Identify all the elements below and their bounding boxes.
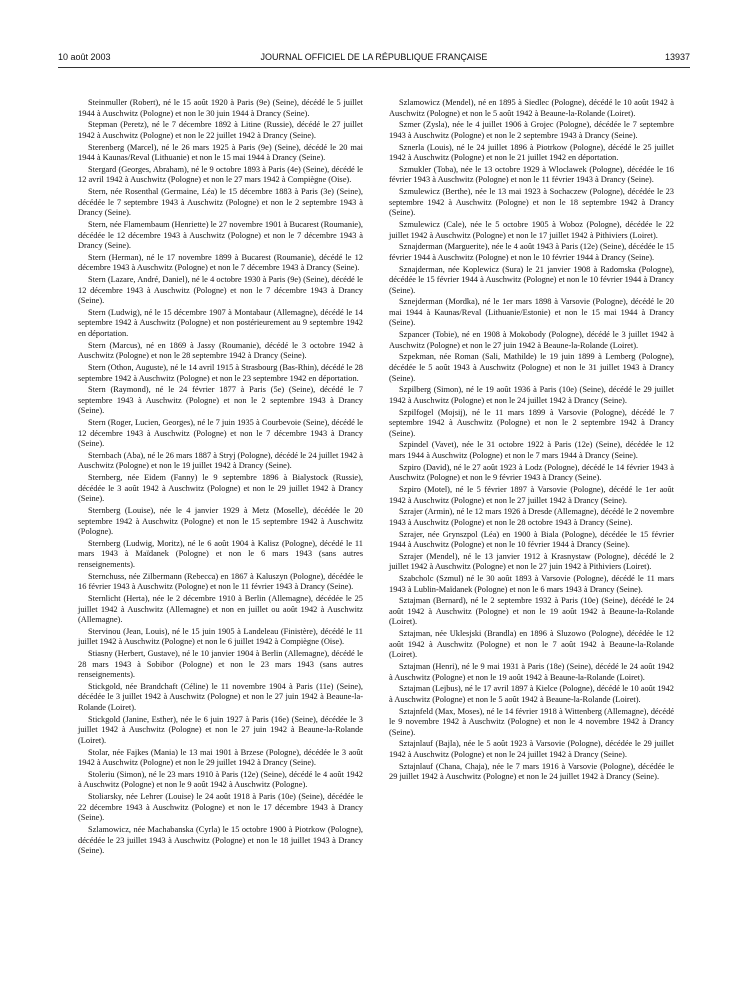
list-item: Sztajman (Bernard), né le 2 septembre 1932 à Paris (10e) (Seine), décédé le 24 août 1942 à Auschwitz (Pologne) et non le 19 août 1942 à Beaune-la-Rolande (Loiret). — [389, 596, 674, 627]
list-item: Stepman (Peretz), né le 7 décembre 1892 à Litine (Russie), décédé le 27 juillet 1942 à Auschwitz (Pologne) et non le 22 juillet 1942 à Drancy (Seine). — [78, 120, 363, 140]
list-item: Stern (Roger, Lucien, Georges), né le 7 juin 1935 à Courbevoie (Seine), décédé le 12 décembre 1943 à Auschwitz (Pologne) et non le 7 décembre 1943 à Drancy (Seine). — [78, 418, 363, 449]
list-item: Szpekman, née Roman (Sali, Mathilde) le 19 juin 1899 à Lemberg (Pologne), décédée le 5 août 1943 à Auschwitz (Pologne) et non le 31 juillet 1943 à Drancy (Seine). — [389, 352, 674, 383]
list-item: Stern (Marcus), né en 1869 à Jassy (Roumanie), décédé le 3 octobre 1942 à Auschwitz (Pologne) et non le 28 septembre 1942 à Drancy (Seine). — [78, 340, 363, 361]
list-item: Sznajderman, née Koplewicz (Sura) le 21 janvier 1908 à Radomska (Pologne), décédée le 15 février 1944 à Auschwitz (Pologne) et non le 10 février 1944 à Drancy (Seine). — [389, 264, 674, 295]
list-item: Szpilfogel (Mojsij), né le 11 mars 1899 à Varsovie (Pologne), décédé le 7 septembre 1942 à Auschwitz (Pologne) et non le 2 septembre 1942 à Drancy (Seine). — [389, 407, 674, 438]
journal-title: JOURNAL OFFICIEL DE LA RÉPUBLIQUE FRANÇAISE — [260, 52, 488, 62]
list-item: Sznerla (Louis), né le 24 juillet 1896 à Piotrkow (Pologne), décédé le 25 juillet 1942 à Auschwitz (Pologne) et non le 21 juillet 1942 en déportation. — [389, 142, 674, 163]
list-item: Stern (Raymond), né le 24 février 1877 à Paris (5e) (Seine), décédé le 7 septembre 1943 à Auschwitz (Pologne) et non le 2 septembre 1943 à Drancy (Seine). — [78, 385, 363, 416]
list-item: Sterenberg (Marcel), né le 26 mars 1925 à Paris (9e) (Seine), décédé le 20 mai 1944 à Kaunas/Reval (Lithuanie) et non le 15 mai 1944 à Drancy (Seine). — [78, 142, 363, 163]
page-header — [58, 50, 690, 64]
right-column — [389, 98, 674, 784]
list-item: Szrajer (Mendel), né le 13 janvier 1912 à Krasnystaw (Pologne), décédé le 2 juillet 1942 à Auschwitz (Pologne) et non le 27 juin 1942 à Pithiviers (Loiret). — [389, 551, 674, 572]
list-item: Szmukler (Toba), née le 13 octobre 1929 à Wloclawek (Pologne), décédée le 16 février 1943 à Auschwitz (Pologne) et non le 11 février 1943 à Drancy (Seine). — [389, 164, 674, 185]
list-item: Sternberg, née Eidem (Fanny) le 9 septembre 1896 à Bialystock (Russie), décédée le 3 août 1942 à Auschwitz (Pologne) et non le 29 juillet 1942 à Drancy (Seine). — [78, 473, 363, 504]
left-column — [78, 98, 363, 858]
list-item: Szpindel (Vavet), née le 31 octobre 1922 à Paris (12e) (Seine), décédée le 12 mars 1944 à Auschwitz (Pologne) et non le 7 mars 1944 à Drancy (Seine). — [389, 440, 674, 460]
list-item: Stern (Herman), né le 17 novembre 1899 à Bucarest (Roumanie), décédé le 12 décembre 1943 à Auschwitz (Pologne) et non le 7 décembre 1943 à Drancy (Seine). — [78, 252, 363, 273]
header-rule — [58, 67, 690, 68]
list-item: Szlamowicz (Mendel), né en 1895 à Siedlec (Pologne), décédé le 10 août 1942 à Auschwitz (Pologne) et non le 5 août 1942 à Beaune-la-Rolande (Loiret). — [389, 98, 674, 118]
list-item: Sztajnfeld (Max, Moses), né le 14 février 1918 à Wittenberg (Allemagne), décédé le 9 novembre 1942 à Auschwitz (Pologne) et non le 4 novembre 1942 à Drancy (Seine). — [389, 706, 674, 737]
header-date: 10 août 2003 — [58, 52, 111, 62]
list-item: Stern (Lazare, André, Daniel), né le 4 octobre 1930 à Paris (9e) (Seine), décédé le 12 décembre 1943 à Auschwitz (Pologne) et non le 7 décembre 1943 à Drancy (Seine). — [78, 275, 363, 306]
list-item: Stern, née Rosenthal (Germaine, Léa) le 15 décembre 1883 à Paris (3e) (Seine), décédée le 7 septembre 1943 à Auschwitz (Pologne) et non le 2 septembre 1943 à Drancy (Seine). — [78, 187, 363, 218]
page-number: 13937 — [664, 52, 690, 62]
list-item: Szpiro (David), né le 27 août 1923 à Lodz (Pologne), décédé le 14 février 1943 à Auschwitz (Pologne) et non le 9 février 1943 à Drancy (Seine). — [389, 462, 674, 483]
list-item: Szmulewicz (Berthe), née le 13 mai 1923 à Sochaczew (Pologne), décédée le 23 septembre 1942 à Auschwitz (Pologne) et non le 18 septembre 1942 à Drancy (Seine). — [389, 187, 674, 218]
list-item: Stern (Ludwig), né le 15 décembre 1907 à Montabaur (Allemagne), décédé le 14 septembre 1942 à Auschwitz (Pologne) et non postérieurement au 9 septembre 1942 en déportation. — [78, 307, 363, 338]
list-item: Sztajnlauf (Bajla), née le 5 août 1923 à Varsovie (Pologne), décédée le 29 juillet 1942 à Auschwitz (Pologne) et non le 24 juillet 1942 à Drancy (Seine). — [389, 739, 674, 759]
list-item: Szpiro (Motel), né le 5 février 1897 à Varsovie (Pologne), décédé le 1er août 1942 à Auschwitz (Pologne) et non le 27 juillet 1942 à Drancy (Seine). — [389, 484, 674, 505]
list-item: Stern, née Flamembaum (Henriette) le 27 novembre 1901 à Bucarest (Roumanie), décédée le 12 décembre 1943 à Auschwitz (Pologne) et non le 7 décembre 1943 à Drancy (Seine). — [78, 219, 363, 251]
list-item: Sztajman, née Uklesjski (Brandla) en 1896 à Sluzowo (Pologne), décédée le 12 août 1942 à Auschwitz (Pologne) et non le 7 août 1942 à Beaune-la-Rolande (Loiret). — [389, 629, 674, 660]
list-item: Szrajer (Armin), né le 12 mars 1926 à Dresde (Allemagne), décédé le 2 novembre 1943 à Auschwitz (Pologne) et non le 28 octobre 1943 à Drancy (Seine). — [389, 507, 674, 527]
list-item: Sznejderman (Mordka), né le 1er mars 1898 à Varsovie (Pologne), décédé le 20 mai 1944 à Kaunas/Reval (Lithuanie/Estonie) et non le 15 mai 1944 à Drancy (Seine). — [389, 297, 674, 328]
list-item: Szpilberg (Simon), né le 19 août 1936 à Paris (10e) (Seine), décédé le 29 juillet 1942 à Auschwitz (Pologne) et non le 24 juillet 1942 à Drancy (Seine). — [389, 385, 674, 405]
list-item: Sztajman (Henri), né le 9 mai 1931 à Paris (18e) (Seine), décédé le 24 août 1942 à Auschwitz (Pologne) et non le 19 août 1942 à Beaune-la-Rolande (Loiret). — [389, 662, 674, 682]
list-item: Stervinou (Jean, Louis), né le 15 juin 1905 à Landeleau (Finistère), décédé le 11 juillet 1942 à Auschwitz (Pologne) et non le 6 juillet 1942 à Compiègne (Oise). — [78, 626, 363, 647]
list-item: Sternberg (Louise), née le 4 janvier 1929 à Metz (Moselle), décédée le 20 septembre 1942 à Auschwitz (Pologne) et non le 15 septembre 1942 à Auschwitz (Pologne). — [78, 506, 363, 537]
list-item: Stickgold (Janine, Esther), née le 6 juin 1927 à Paris (16e) (Seine), décédée le 3 juillet 1942 à Auschwitz (Pologne) et non le 27 juin 1942 à Beaune-la-Rolande (Loiret). — [78, 714, 363, 745]
list-item: Sternlicht (Herta), née le 2 décembre 1910 à Berlin (Allemagne), décédée le 25 juillet 1942 à Auschwitz (Allemagne) et non en juillet ou août 1942 à Auschwitz (Allemagne). — [78, 593, 363, 625]
list-item: Sznajderman (Marguerite), née le 4 août 1943 à Paris (12e) (Seine), décédée le 15 février 1944 à Auschwitz (Pologne) et non le 10 février 1944 à Drancy (Seine). — [389, 242, 674, 262]
list-item: Szmulewicz (Cale), née le 5 octobre 1905 à Woboz (Pologne), décédée le 22 juillet 1942 à Auschwitz (Pologne) et non le 17 juillet 1942 à Pithiviers (Loiret). — [389, 219, 674, 240]
list-item: Sternbach (Aba), né le 26 mars 1887 à Stryj (Pologne), décédé le 24 juillet 1942 à Auschwitz (Pologne) et non le 19 juillet 1942 à Drancy (Seine). — [78, 450, 363, 471]
list-item: Sztajnlauf (Chana, Chaja), née le 7 mars 1916 à Varsovie (Pologne), décédée le 29 juillet 1942 à Auschwitz (Pologne) et non le 24 juillet 1942 à Drancy (Seine). — [389, 761, 674, 782]
list-item: Sternberg (Ludwig, Moritz), né le 6 août 1904 à Kalisz (Pologne), décédé le 11 mars 1943 à Maïdanek (Pologne) et non le 6 mars 1943 (sans autres renseignements). — [78, 538, 363, 569]
list-item: Stolar, née Fajkes (Mania) le 13 mai 1901 à Brzese (Pologne), décédée le 3 août 1942 à Auschwitz (Pologne) et non le 29 juillet 1942 à Drancy (Seine). — [78, 747, 363, 768]
list-item: Stiasny (Herbert, Gustave), né le 10 janvier 1904 à Berlin (Allemagne), décédé le 28 mars 1943 à Sobibor (Pologne) et non le 23 mars 1943 (sans autres renseignements). — [78, 649, 363, 680]
list-item: Szabcholc (Szmul) né le 30 août 1893 à Varsovie (Pologne), décédé le 11 mars 1943 à Lublin-Maïdanek (Pologne) et non le 6 mars 1943 à Drancy (Seine). — [389, 574, 674, 594]
list-item: Sternchuss, née Zilbermann (Rebecca) en 1867 à Kaluszyn (Pologne), décédée le 16 février 1943 à Auschwitz (Pologne) et non le 11 février 1943 à Drancy (Seine). — [78, 571, 363, 592]
list-item: Szlamowicz, née Machabanska (Cyrla) le 15 octobre 1900 à Piotrkow (Pologne), décédée le 23 juillet 1943 à Auschwitz (Pologne) et non le 18 juillet 1943 à Drancy (Seine). — [78, 824, 363, 856]
list-item: Sztajman (Lejbus), né le 17 avril 1897 à Kielce (Pologne), décédé le 10 août 1942 à Auschwitz (Pologne) et non le 5 août 1942 à Beaune-la-Rolande (Loiret). — [389, 684, 674, 704]
list-item: Stergard (Georges, Abraham), né le 9 octobre 1893 à Paris (4e) (Seine), décédé le 12 avril 1942 à Auschwitz (Pologne) et non le 27 mars 1942 à Compiègne (Oise). — [78, 164, 363, 185]
list-item: Stoliarsky, née Lehrer (Louise) le 24 août 1918 à Paris (10e) (Seine), décédée le 22 décembre 1943 à Auschwitz (Pologne) et non le 17 décembre 1943 à Drancy (Seine). — [78, 792, 363, 823]
list-item: Szrajer, née Grynszpol (Léa) en 1900 à Biala (Pologne), décédée le 15 février 1944 à Auschwitz (Pologne) et non le 10 février 1944 à Drancy (Seine). — [389, 529, 674, 550]
list-item: Szmer (Zysla), née le 4 juillet 1906 à Grojec (Pologne), décédée le 7 septembre 1943 à Auschwitz (Pologne) et non le 2 septembre 1943 à Drancy (Seine). — [389, 120, 674, 140]
list-item: Szpancer (Tobie), né en 1908 à Mokobody (Pologne), décédé le 3 juillet 1942 à Auschwitz (Pologne) et non le 27 juin 1942 à Beaune-la-Rolande (Loiret). — [389, 330, 674, 350]
list-item: Stickgold, née Brandchaft (Céline) le 11 novembre 1904 à Paris (11e) (Seine), décédée le 3 juillet 1942 à Auschwitz (Pologne) et non le 27 juin 1942 à Beaune-la-Rolande (Loiret). — [78, 681, 363, 713]
list-item: Stoleriu (Simon), né le 23 mars 1910 à Paris (12e) (Seine), décédé le 4 août 1942 à Auschwitz (Pologne) et non le 9 août 1942 à Auschwitz (Pologne). — [78, 769, 363, 790]
list-item: Stern (Othon, Auguste), né le 14 avril 1915 à Strasbourg (Bas-Rhin), décédé le 28 septembre 1942 à Auschwitz (Pologne) et non le 23 septembre 1942 en déportation. — [78, 363, 363, 383]
list-item: Steinmuller (Robert), né le 15 août 1920 à Paris (9e) (Seine), décédé le 5 juillet 1944 à Auschwitz (Pologne) et non le 30 juin 1944 à Drancy (Seine). — [78, 98, 363, 118]
